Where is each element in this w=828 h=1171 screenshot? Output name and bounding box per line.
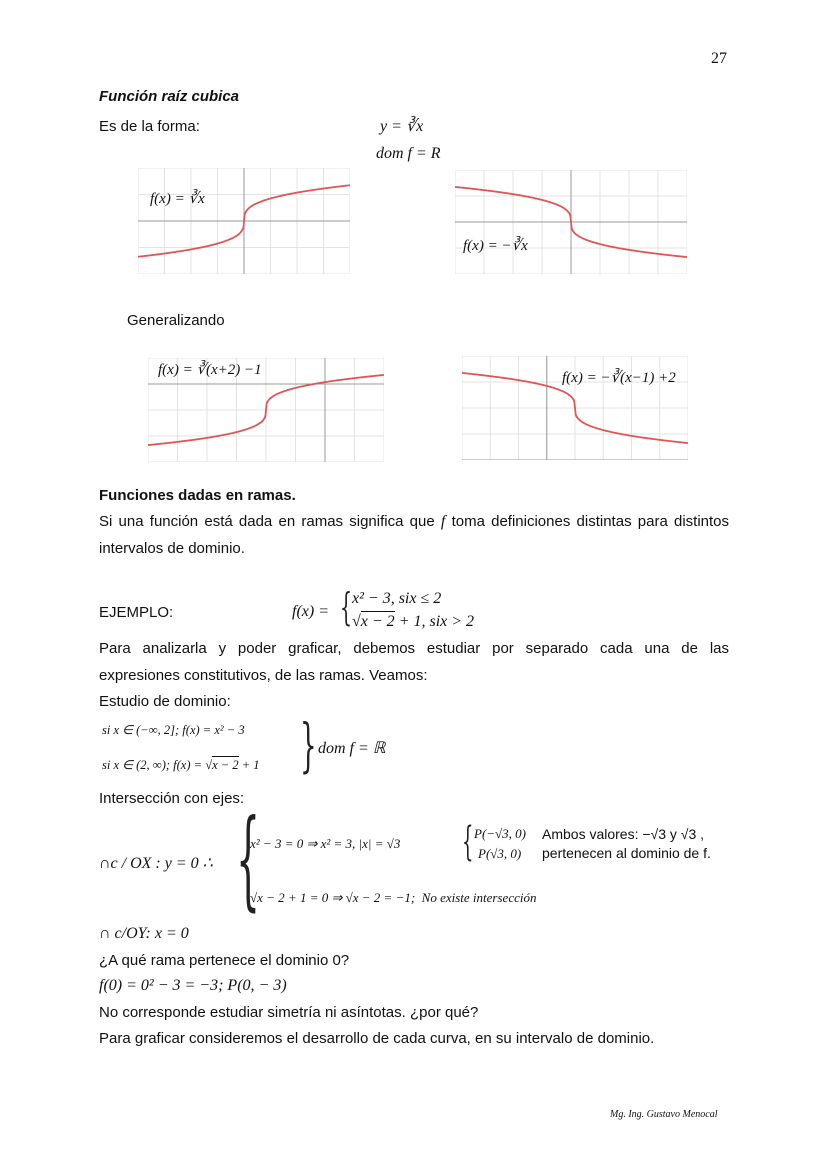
piecewise-paragraph-line1 [99,513,729,531]
domain-line2: si x ∈ (2, ∞); f(x) = √x − 2 + 1 [102,758,260,772]
branch2-radicand: x − 2 [360,613,395,630]
domain-study-title: Estudio de dominio: [99,693,231,710]
example-branch2: √x − 2 + 1, six > 2 [352,613,475,630]
ox-label: ∩c / OX : y = 0 ∴ [99,855,213,872]
points-brace: { [462,819,474,865]
graph-note: Para graficar consideremos el desarrollo de cada curva, en su intervalo de dominio. [99,1030,655,1047]
both-values-line1: Ambos valores: −√3 y √3 , [542,826,705,842]
dom2-radicand: x − 2 [212,758,239,772]
section-title-cube-root: Función raíz cubica [99,88,240,105]
para-text-a: Si una función está dada en ramas significa que [99,513,435,530]
dom2-a: si x ∈ (2, ∞); f(x) = [102,758,206,772]
piecewise-paragraph-line2: intervalos de dominio. [99,540,245,557]
function-label: f(x) = −∛(x−1) +2 [562,370,676,386]
example-brace: { [340,585,353,629]
graph-negative-cube-root [455,170,687,274]
page-number: 27 [711,50,727,67]
example-label: EJEMPLO: [99,604,174,621]
branch2-rest: + 1, six > 2 [398,613,475,630]
ox-line2 [250,890,536,906]
footer-author: Mg. Ing. Gustavo Menocal [610,1109,718,1120]
question-branch: ¿A qué rama pertenece el dominio 0? [99,952,350,969]
function-label: f(x) = −∛x [463,238,528,254]
cube-root-formula: y = ∛x [380,118,424,135]
piecewise-title-text: Funciones dadas en ramas [99,487,292,504]
graph-shifted-cube-root [148,358,384,462]
analysis-line2: expresiones constitutivos, de las ramas. Veamos: [99,667,428,684]
analysis-line1: Para analizarla y poder graficar, debemos estudiar por separado cada una de las [99,640,729,657]
both-values-line2: pertenecen al dominio de f. [542,845,711,861]
ox-brace: { [236,797,261,922]
domain-line1: si x ∈ (−∞, 2]; f(x) = x² − 3 [102,723,245,737]
graph-shifted-negative-cube-root [462,356,688,460]
ox-line1: x² − 3 = 0 ⇒ x² = 3, |x| = √3 [250,836,401,851]
section-title-piecewise: Funciones dadas en ramas. [99,487,296,504]
para-text-b: toma definiciones distintas para distintos [451,513,730,530]
example-branch1: x² − 3, six ≤ 2 [352,590,442,607]
ox-line2-eq: √x − 2 + 1 = 0 ⇒ √x − 2 = −1; [250,890,416,905]
para-f: f [440,513,446,530]
domain-result: dom f = ℝ [318,740,386,757]
f0-evaluation: f(0) = 0² − 3 = −3; P(0, − 3) [99,977,287,994]
function-label: f(x) = ∛x [150,191,205,207]
no-symmetry-note: No corresponde estudiar simetría ni asíntotas. ¿por qué? [99,1004,479,1021]
graph-cube-root [138,168,350,274]
point-2: P(√3, 0) [478,846,522,861]
no-intersection: No existe intersección [421,890,537,905]
domain-formula: dom f = R [376,145,441,162]
oy-label: ∩ c/OY: x = 0 [99,925,189,942]
example-fx: f(x) = [292,603,329,620]
function-label: f(x) = ∛(x+2) −1 [158,362,262,378]
form-label: Es de la forma: [99,118,200,135]
generalizing-label: Generalizando [127,312,225,329]
point-1: P(−√3, 0) [474,826,527,841]
dom2-b: + 1 [238,758,260,772]
domain-brace: } [300,711,317,779]
intersect-title: Intersección con ejes: [99,790,245,807]
